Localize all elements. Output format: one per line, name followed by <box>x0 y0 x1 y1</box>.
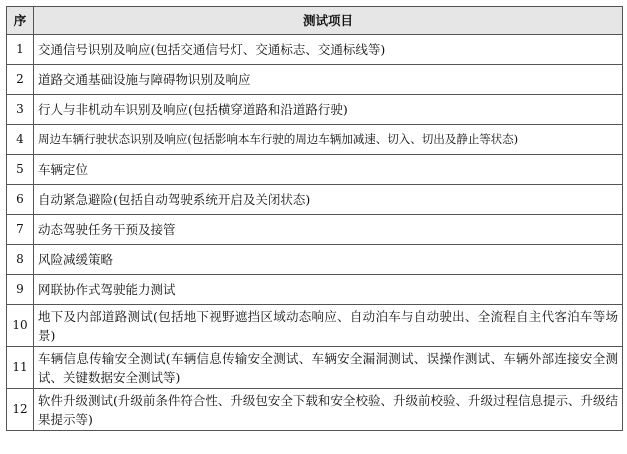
table-row <box>7 65 623 95</box>
row-item: 风险减缓策略 <box>34 245 623 275</box>
row-number: 10 <box>7 305 34 347</box>
row-number: 7 <box>7 215 34 245</box>
row-item: 交通信号识别及响应(包括交通信号灯、交通标志、交通标线等) <box>34 35 623 65</box>
row-item: 网联协作式驾驶能力测试 <box>34 275 623 305</box>
row-item: 软件升级测试(升级前条件符合性、升级包安全下载和安全校验、升级前校验、升级过程信息提示、升级结果提示等) <box>34 389 623 431</box>
table-row <box>7 245 623 275</box>
table-row <box>7 95 623 125</box>
row-number: 3 <box>7 95 34 125</box>
row-item: 行人与非机动车识别及响应(包括横穿道路和沿道路行驶) <box>34 95 623 125</box>
table-row <box>7 215 623 245</box>
row-number: 2 <box>7 65 34 95</box>
table-row <box>7 155 623 185</box>
row-item: 道路交通基础设施与障碍物识别及响应 <box>34 65 623 95</box>
row-number: 8 <box>7 245 34 275</box>
table-row <box>7 275 623 305</box>
row-item: 自动紧急避险(包括自动驾驶系统开启及关闭状态) <box>34 185 623 215</box>
table-row <box>7 125 623 155</box>
test-items-table-container <box>6 6 622 431</box>
table-row <box>7 389 623 431</box>
row-item: 周边车辆行驶状态识别及响应(包括影响本车行驶的周边车辆加减速、切入、切出及静止等状态) <box>34 125 623 155</box>
row-item: 地下及内部道路测试(包括地下视野遮挡区域动态响应、自动泊车与自动驶出、全流程自主代客泊车等场景) <box>34 305 623 347</box>
table-header-row <box>7 7 623 35</box>
row-number: 1 <box>7 35 34 65</box>
table-row <box>7 305 623 347</box>
row-number: 9 <box>7 275 34 305</box>
row-number: 5 <box>7 155 34 185</box>
header-no: 序 <box>7 7 34 35</box>
row-number: 12 <box>7 389 34 431</box>
row-item: 动态驾驶任务干预及接管 <box>34 215 623 245</box>
table-row <box>7 347 623 389</box>
table-row <box>7 35 623 65</box>
row-number: 6 <box>7 185 34 215</box>
test-items-table <box>6 6 623 431</box>
row-item: 车辆信息传输安全测试(车辆信息传输安全测试、车辆安全漏洞测试、误操作测试、车辆外部连接安全测试、关键数据安全测试等) <box>34 347 623 389</box>
header-item: 测试项目 <box>34 7 623 35</box>
row-number: 4 <box>7 125 34 155</box>
row-number: 11 <box>7 347 34 389</box>
table-row <box>7 185 623 215</box>
row-item: 车辆定位 <box>34 155 623 185</box>
